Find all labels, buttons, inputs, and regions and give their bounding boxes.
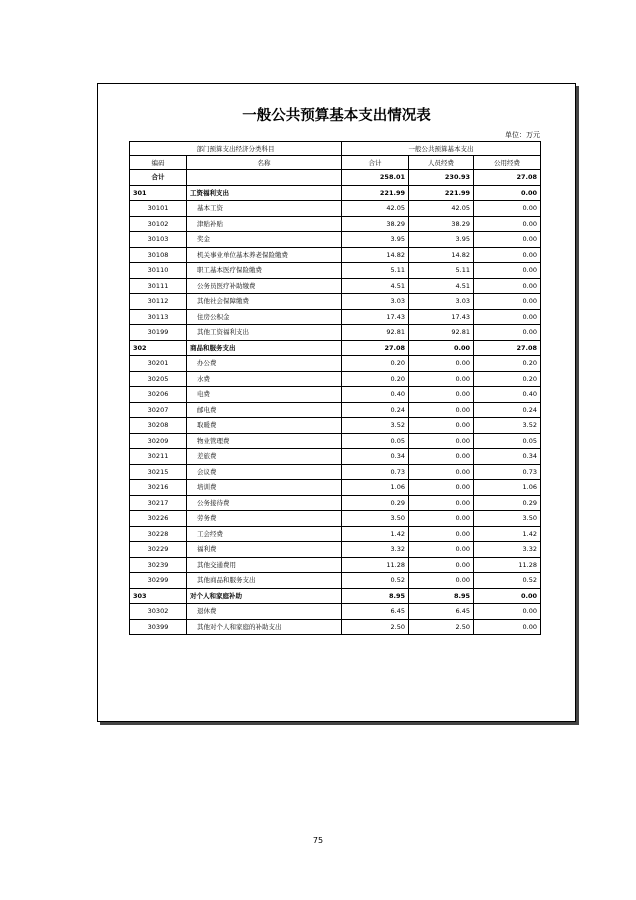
cell-total: 3.32 — [342, 542, 409, 558]
table-row — [130, 402, 541, 418]
cell-public: 27.08 — [474, 340, 541, 356]
document-title: 一般公共预算基本支出情况表 — [242, 107, 431, 124]
document-frame — [97, 83, 576, 722]
cell-code: 302 — [130, 340, 187, 356]
cell-personnel: 0.00 — [409, 573, 474, 589]
table-row — [130, 573, 541, 589]
cell-public: 0.00 — [474, 294, 541, 310]
cell-public: 0.00 — [474, 247, 541, 263]
cell-personnel: 230.93 — [409, 170, 474, 186]
cell-personnel: 0.00 — [409, 464, 474, 480]
table-row — [130, 433, 541, 449]
table-row — [130, 247, 541, 263]
table-header-group-row — [130, 142, 541, 156]
cell-name: 对个人和家庭补助 — [187, 588, 342, 604]
cell-code: 30111 — [130, 278, 187, 294]
cell-personnel: 0.00 — [409, 340, 474, 356]
cell-personnel: 0.00 — [409, 480, 474, 496]
cell-personnel: 0.00 — [409, 495, 474, 511]
cell-name: 机关事业单位基本养老保险缴费 — [187, 247, 342, 263]
cell-code: 30299 — [130, 573, 187, 589]
page-number: 75 — [312, 836, 324, 845]
cell-name: 其他商品和服务支出 — [187, 573, 342, 589]
cell-total: 42.05 — [342, 201, 409, 217]
cell-total: 17.43 — [342, 309, 409, 325]
cell-name: 退休费 — [187, 604, 342, 620]
header-name: 名称 — [187, 156, 342, 170]
cell-personnel: 0.00 — [409, 356, 474, 372]
cell-public: 0.29 — [474, 495, 541, 511]
header-code: 编码 — [130, 156, 187, 170]
cell-code: 301 — [130, 185, 187, 201]
cell-code: 30113 — [130, 309, 187, 325]
cell-total: 258.01 — [342, 170, 409, 186]
cell-total: 11.28 — [342, 557, 409, 573]
table-row — [130, 387, 541, 403]
cell-public: 0.20 — [474, 371, 541, 387]
cell-total: 3.50 — [342, 511, 409, 527]
cell-public: 1.42 — [474, 526, 541, 542]
cell-name: 其他交通费用 — [187, 557, 342, 573]
cell-total: 1.06 — [342, 480, 409, 496]
table-row — [130, 201, 541, 217]
cell-code: 30108 — [130, 247, 187, 263]
table-row — [130, 511, 541, 527]
cell-public: 3.50 — [474, 511, 541, 527]
cell-code: 30209 — [130, 433, 187, 449]
cell-public: 1.06 — [474, 480, 541, 496]
table-row — [130, 263, 541, 279]
cell-name: 办公费 — [187, 356, 342, 372]
cell-public: 0.00 — [474, 604, 541, 620]
cell-code: 30112 — [130, 294, 187, 310]
cell-total: 0.40 — [342, 387, 409, 403]
cell-personnel: 2.50 — [409, 619, 474, 635]
cell-personnel: 0.00 — [409, 387, 474, 403]
cell-public: 0.40 — [474, 387, 541, 403]
cell-total: 3.52 — [342, 418, 409, 434]
cell-code: 30239 — [130, 557, 187, 573]
cell-total: 3.03 — [342, 294, 409, 310]
unit-label: 单位：万元 — [505, 131, 540, 139]
cell-total: 0.29 — [342, 495, 409, 511]
cell-public: 0.00 — [474, 309, 541, 325]
budget-table — [129, 141, 541, 635]
cell-personnel: 38.29 — [409, 216, 474, 232]
cell-code: 30110 — [130, 263, 187, 279]
cell-total: 3.95 — [342, 232, 409, 248]
cell-code: 30217 — [130, 495, 187, 511]
table-body — [130, 170, 541, 635]
header-personnel: 人员经费 — [409, 156, 474, 170]
cell-public: 0.00 — [474, 201, 541, 217]
cell-code: 303 — [130, 588, 187, 604]
cell-code: 30226 — [130, 511, 187, 527]
table-row — [130, 340, 541, 356]
cell-personnel: 0.00 — [409, 557, 474, 573]
cell-public: 0.05 — [474, 433, 541, 449]
cell-name: 劳务费 — [187, 511, 342, 527]
cell-personnel: 42.05 — [409, 201, 474, 217]
table-row — [130, 526, 541, 542]
table-row — [130, 542, 541, 558]
cell-personnel: 0.00 — [409, 371, 474, 387]
cell-personnel: 3.03 — [409, 294, 474, 310]
cell-personnel: 8.95 — [409, 588, 474, 604]
cell-name: 公务接待费 — [187, 495, 342, 511]
cell-total: 2.50 — [342, 619, 409, 635]
cell-code: 30215 — [130, 464, 187, 480]
cell-code: 30103 — [130, 232, 187, 248]
cell-total: 5.11 — [342, 263, 409, 279]
cell-public: 0.24 — [474, 402, 541, 418]
header-group-left: 部门预算支出经济分类科目 — [130, 142, 342, 156]
table-row — [130, 557, 541, 573]
table-row — [130, 356, 541, 372]
cell-name: 职工基本医疗保险缴费 — [187, 263, 342, 279]
cell-public: 0.20 — [474, 356, 541, 372]
cell-name: 差旅费 — [187, 449, 342, 465]
table-row — [130, 619, 541, 635]
cell-name: 水费 — [187, 371, 342, 387]
table-row — [130, 170, 541, 186]
cell-code: 30206 — [130, 387, 187, 403]
table-row — [130, 418, 541, 434]
table-row — [130, 588, 541, 604]
cell-public: 0.34 — [474, 449, 541, 465]
cell-public: 3.52 — [474, 418, 541, 434]
cell-total: 0.20 — [342, 371, 409, 387]
cell-public: 0.52 — [474, 573, 541, 589]
cell-total: 1.42 — [342, 526, 409, 542]
cell-public: 0.00 — [474, 588, 541, 604]
cell-code: 30228 — [130, 526, 187, 542]
cell-name: 培训费 — [187, 480, 342, 496]
cell-name — [187, 170, 342, 186]
table-row — [130, 325, 541, 341]
cell-total: 27.08 — [342, 340, 409, 356]
cell-total: 221.99 — [342, 185, 409, 201]
cell-code: 30216 — [130, 480, 187, 496]
cell-code: 30399 — [130, 619, 187, 635]
cell-name: 住房公积金 — [187, 309, 342, 325]
cell-code: 30102 — [130, 216, 187, 232]
cell-name: 工资福利支出 — [187, 185, 342, 201]
table-row — [130, 464, 541, 480]
header-total: 合计 — [342, 156, 409, 170]
cell-public: 0.73 — [474, 464, 541, 480]
cell-personnel: 5.11 — [409, 263, 474, 279]
cell-personnel: 0.00 — [409, 402, 474, 418]
cell-public: 0.00 — [474, 325, 541, 341]
cell-personnel: 17.43 — [409, 309, 474, 325]
cell-name: 会议费 — [187, 464, 342, 480]
header-public: 公用经费 — [474, 156, 541, 170]
cell-public: 27.08 — [474, 170, 541, 186]
cell-personnel: 0.00 — [409, 542, 474, 558]
cell-name: 工会经费 — [187, 526, 342, 542]
cell-public: 0.00 — [474, 278, 541, 294]
cell-total: 0.34 — [342, 449, 409, 465]
cell-name: 其他社会保障缴费 — [187, 294, 342, 310]
table-row — [130, 216, 541, 232]
cell-name: 物业管理费 — [187, 433, 342, 449]
cell-name: 商品和服务支出 — [187, 340, 342, 356]
cell-total: 8.95 — [342, 588, 409, 604]
table-row — [130, 309, 541, 325]
cell-total: 38.29 — [342, 216, 409, 232]
cell-code: 30302 — [130, 604, 187, 620]
cell-personnel: 0.00 — [409, 526, 474, 542]
table-row — [130, 604, 541, 620]
cell-code: 30201 — [130, 356, 187, 372]
cell-code: 合计 — [130, 170, 187, 186]
cell-name: 基本工资 — [187, 201, 342, 217]
cell-total: 92.81 — [342, 325, 409, 341]
cell-personnel: 0.00 — [409, 511, 474, 527]
cell-code: 30101 — [130, 201, 187, 217]
table-row — [130, 232, 541, 248]
cell-name: 其他对个人和家庭的补助支出 — [187, 619, 342, 635]
cell-personnel: 6.45 — [409, 604, 474, 620]
cell-personnel: 0.00 — [409, 449, 474, 465]
cell-name: 公务员医疗补助缴费 — [187, 278, 342, 294]
table-row — [130, 185, 541, 201]
cell-public: 0.00 — [474, 232, 541, 248]
cell-personnel: 221.99 — [409, 185, 474, 201]
cell-public: 0.00 — [474, 619, 541, 635]
cell-name: 福利费 — [187, 542, 342, 558]
cell-public: 11.28 — [474, 557, 541, 573]
cell-code: 30229 — [130, 542, 187, 558]
header-group-right: 一般公共预算基本支出 — [342, 142, 541, 156]
cell-personnel: 14.82 — [409, 247, 474, 263]
cell-code: 30208 — [130, 418, 187, 434]
cell-total: 14.82 — [342, 247, 409, 263]
table-header-row — [130, 156, 541, 170]
cell-personnel: 4.51 — [409, 278, 474, 294]
cell-total: 6.45 — [342, 604, 409, 620]
cell-public: 0.00 — [474, 263, 541, 279]
table-row — [130, 495, 541, 511]
table-row — [130, 294, 541, 310]
cell-public: 0.00 — [474, 185, 541, 201]
cell-name: 其他工资福利支出 — [187, 325, 342, 341]
cell-name: 电费 — [187, 387, 342, 403]
cell-total: 0.73 — [342, 464, 409, 480]
cell-personnel: 92.81 — [409, 325, 474, 341]
table-row — [130, 278, 541, 294]
cell-code: 30207 — [130, 402, 187, 418]
cell-total: 0.52 — [342, 573, 409, 589]
cell-total: 0.20 — [342, 356, 409, 372]
cell-personnel: 3.95 — [409, 232, 474, 248]
cell-name: 取暖费 — [187, 418, 342, 434]
cell-name: 津贴补贴 — [187, 216, 342, 232]
cell-total: 0.05 — [342, 433, 409, 449]
cell-name: 邮电费 — [187, 402, 342, 418]
cell-code: 30199 — [130, 325, 187, 341]
table-row — [130, 371, 541, 387]
cell-code: 30205 — [130, 371, 187, 387]
cell-public: 0.00 — [474, 216, 541, 232]
table-row — [130, 449, 541, 465]
cell-personnel: 0.00 — [409, 433, 474, 449]
table-row — [130, 480, 541, 496]
cell-code: 30211 — [130, 449, 187, 465]
cell-total: 0.24 — [342, 402, 409, 418]
cell-name: 奖金 — [187, 232, 342, 248]
cell-public: 3.32 — [474, 542, 541, 558]
cell-personnel: 0.00 — [409, 418, 474, 434]
cell-total: 4.51 — [342, 278, 409, 294]
